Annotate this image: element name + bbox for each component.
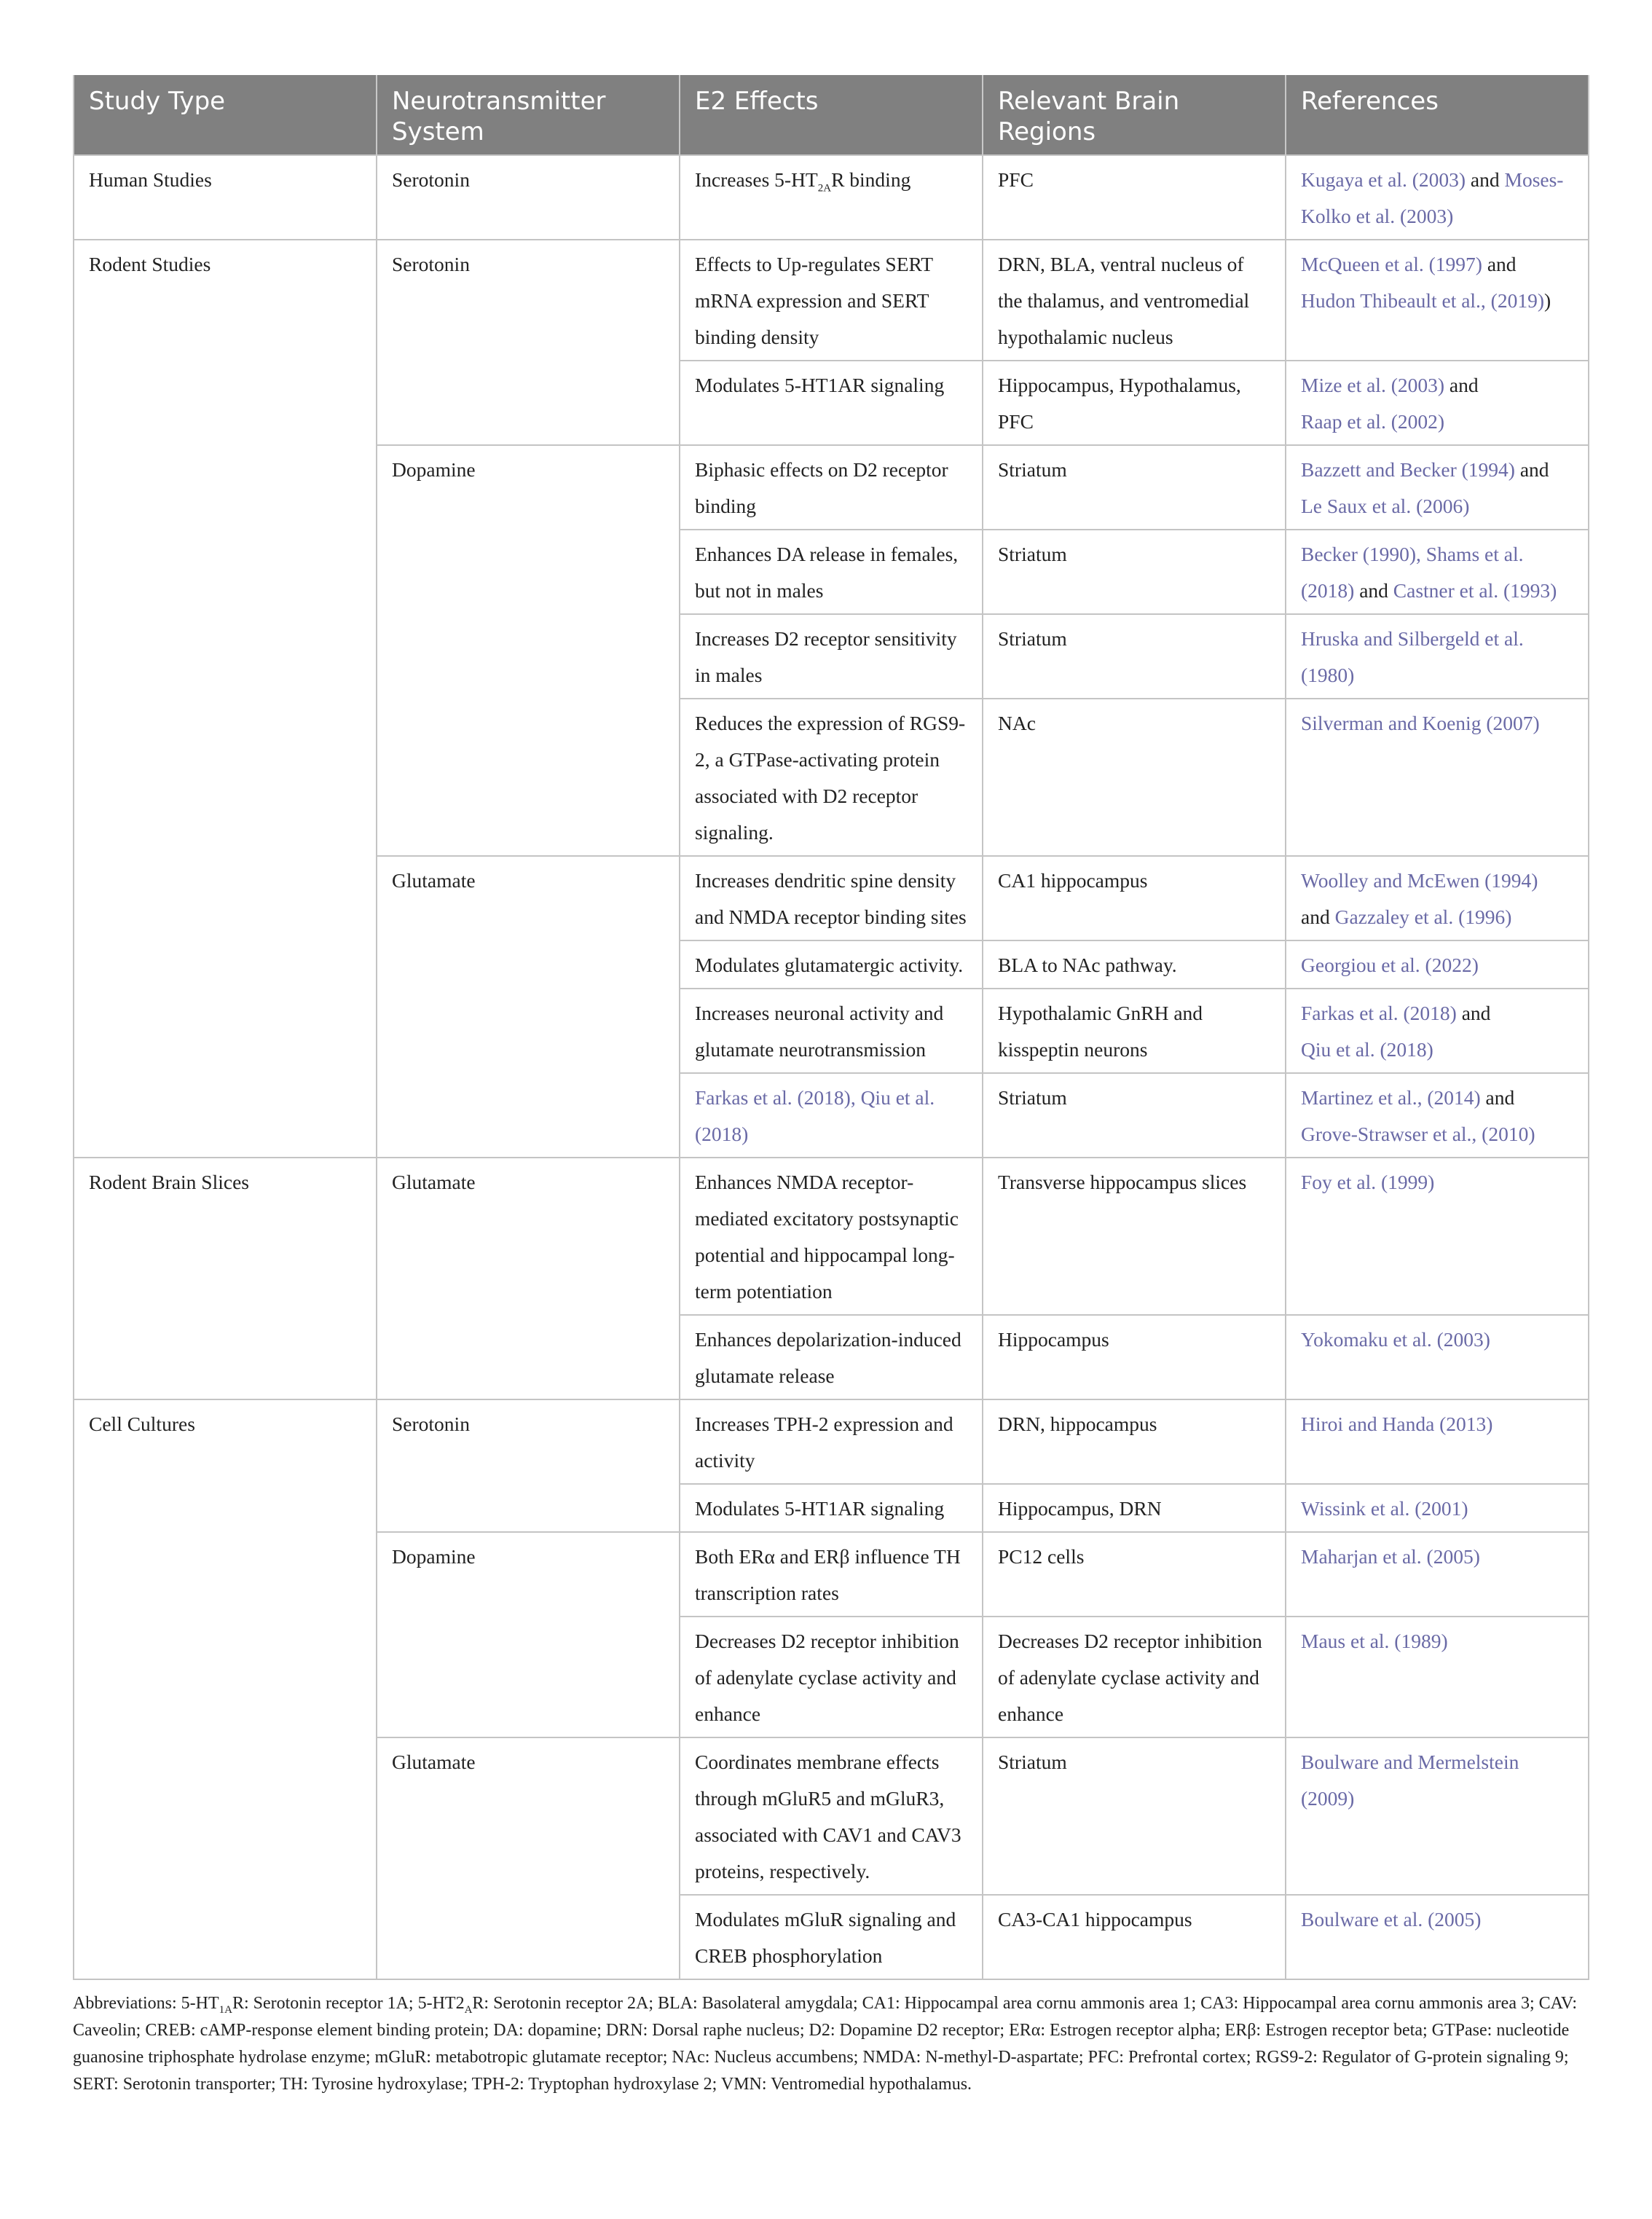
region-cell: Hypothalamic GnRH and kisspeptin neurons bbox=[983, 989, 1286, 1073]
effect-text: Increases 5-HT bbox=[695, 168, 818, 191]
reference-link[interactable]: Yokomaku et al. (2003) bbox=[1301, 1328, 1490, 1351]
reference-cell bbox=[1286, 1895, 1589, 1979]
study-type-cell: Rodent Studies bbox=[74, 240, 377, 1158]
effect-cell bbox=[680, 1073, 983, 1158]
effect-cell: Enhances DA release in females, but not in males bbox=[680, 530, 983, 614]
region-cell: PC12 cells bbox=[983, 1532, 1286, 1617]
reference-link[interactable]: Silverman and Koenig (2007) bbox=[1301, 712, 1540, 734]
region-cell: DRN, hippocampus bbox=[983, 1399, 1286, 1484]
reference-cell bbox=[1286, 445, 1589, 530]
reference-join: and bbox=[1301, 906, 1335, 928]
region-cell: Hippocampus, Hypothalamus, PFC bbox=[983, 361, 1286, 445]
effect-cell: Effects to Up-regulates SERT mRNA expression and SERT binding density bbox=[680, 240, 983, 361]
study-type-cell: Human Studies bbox=[74, 155, 377, 240]
reference-cell bbox=[1286, 1532, 1589, 1617]
reference-link[interactable]: Hiroi and Handa (2013) bbox=[1301, 1413, 1493, 1435]
reference-link[interactable]: McQueen et al. (1997) bbox=[1301, 253, 1482, 275]
system-cell: Serotonin bbox=[377, 240, 680, 445]
reference-link[interactable]: Georgiou et al. (2022) bbox=[1301, 954, 1479, 976]
footnote-text: R: Serotonin receptor 1A; 5-HT2 bbox=[232, 1994, 465, 2013]
effect-cell: Increases dendritic spine density and NMDA receptor binding sites bbox=[680, 856, 983, 940]
reference-cell bbox=[1286, 1737, 1589, 1895]
reference-tail: ) bbox=[1544, 289, 1551, 312]
footnote-subscript: A bbox=[464, 2003, 473, 2016]
header-row bbox=[74, 75, 1589, 155]
reference-link[interactable]: Hruska and Silbergeld et al. (1980) bbox=[1301, 627, 1524, 686]
reference-link[interactable]: Boulware et al. (2005) bbox=[1301, 1908, 1482, 1931]
region-cell: Striatum bbox=[983, 445, 1286, 530]
system-cell: Glutamate bbox=[377, 1737, 680, 1979]
effect-cell: Increases neuronal activity and glutamate neurotransmission bbox=[680, 989, 983, 1073]
effect-cell: Coordinates membrane effects through mGluR5 and mGluR3, associated with CAV1 and CAV3 proteins, respectively. bbox=[680, 1737, 983, 1895]
system-cell: Dopamine bbox=[377, 1532, 680, 1737]
effect-subscript: 2A bbox=[817, 182, 832, 195]
header-neurotransmitter-system: Neurotransmitter System bbox=[377, 75, 680, 155]
reference-cell bbox=[1286, 530, 1589, 614]
system-cell: Dopamine bbox=[377, 445, 680, 856]
reference-link[interactable]: Martinez et al., (2014) bbox=[1301, 1086, 1481, 1109]
reference-link[interactable]: Gazzaley et al. (1996) bbox=[1334, 906, 1512, 928]
reference-cell bbox=[1286, 699, 1589, 856]
reference-link[interactable]: Farkas et al. (2018) bbox=[1301, 1002, 1457, 1024]
abbreviations-footnote bbox=[73, 1990, 1588, 2098]
effect-cell: Increases TPH-2 expression and activity bbox=[680, 1399, 983, 1484]
effect-text: R binding bbox=[831, 168, 911, 191]
region-cell: Striatum bbox=[983, 1737, 1286, 1895]
reference-link[interactable]: Bazzett and Becker (1994) bbox=[1301, 458, 1515, 481]
effect-cell: Both ERα and ERβ influence TH transcription rates bbox=[680, 1532, 983, 1617]
reference-link[interactable]: Wissink et al. (2001) bbox=[1301, 1497, 1468, 1520]
reference-cell bbox=[1286, 1315, 1589, 1399]
effect-cell: Enhances depolarization-induced glutamate release bbox=[680, 1315, 983, 1399]
table-container bbox=[73, 75, 1588, 2098]
region-cell: Hippocampus, DRN bbox=[983, 1484, 1286, 1532]
effect-cell bbox=[680, 155, 983, 240]
e2-effects-table bbox=[73, 75, 1589, 1980]
reference-cell bbox=[1286, 361, 1589, 445]
region-cell: Transverse hippocampus slices bbox=[983, 1158, 1286, 1315]
reference-join: and bbox=[1444, 374, 1479, 396]
table-row bbox=[74, 1399, 1589, 1484]
reference-cell bbox=[1286, 1617, 1589, 1737]
system-cell: Serotonin bbox=[377, 155, 680, 240]
reference-cell bbox=[1286, 240, 1589, 361]
reference-link[interactable]: Hudon Thibeault et al., (2019) bbox=[1301, 289, 1545, 312]
reference-join: and bbox=[1466, 168, 1505, 191]
region-cell: Striatum bbox=[983, 1073, 1286, 1158]
reference-link[interactable]: Farkas et al. (2018), Qiu et al. (2018) bbox=[695, 1086, 935, 1145]
region-cell: DRN, BLA, ventral nucleus of the thalamus, and ventromedial hypothalamic nucleus bbox=[983, 240, 1286, 361]
reference-join: and bbox=[1514, 458, 1549, 481]
reference-join: and bbox=[1456, 1002, 1491, 1024]
header-references: References bbox=[1286, 75, 1589, 155]
reference-cell bbox=[1286, 1073, 1589, 1158]
reference-cell bbox=[1286, 940, 1589, 989]
region-cell: BLA to NAc pathway. bbox=[983, 940, 1286, 989]
reference-cell bbox=[1286, 1399, 1589, 1484]
region-cell: Decreases D2 receptor inhibition of adenylate cyclase activity and enhance bbox=[983, 1617, 1286, 1737]
effect-cell: Increases D2 receptor sensitivity in males bbox=[680, 614, 983, 699]
effect-cell: Modulates 5-HT1AR signaling bbox=[680, 361, 983, 445]
reference-link[interactable]: Maus et al. (1989) bbox=[1301, 1630, 1448, 1652]
reference-join: and bbox=[1482, 253, 1517, 275]
reference-link[interactable]: Qiu et al. (2018) bbox=[1301, 1038, 1433, 1061]
reference-cell bbox=[1286, 614, 1589, 699]
footnote-text: Abbreviations: 5-HT bbox=[73, 1994, 219, 2013]
reference-link[interactable]: Moses-Kolko et al. (2003) bbox=[1301, 168, 1564, 227]
study-type-cell: Rodent Brain Slices bbox=[74, 1158, 377, 1399]
reference-link[interactable]: Raap et al. (2002) bbox=[1301, 410, 1445, 433]
table-row bbox=[74, 1158, 1589, 1315]
region-cell: CA1 hippocampus bbox=[983, 856, 1286, 940]
effect-cell: Modulates 5-HT1AR signaling bbox=[680, 1484, 983, 1532]
reference-link[interactable]: Le Saux et al. (2006) bbox=[1301, 495, 1470, 517]
study-type-cell: Cell Cultures bbox=[74, 1399, 377, 1979]
reference-cell bbox=[1286, 1158, 1589, 1315]
effect-cell: Enhances NMDA receptor-mediated excitatory postsynaptic potential and hippocampal long-term potentiation bbox=[680, 1158, 983, 1315]
region-cell: Hippocampus bbox=[983, 1315, 1286, 1399]
reference-link[interactable]: Foy et al. (1999) bbox=[1301, 1171, 1435, 1193]
reference-cell bbox=[1286, 856, 1589, 940]
header-e2-effects: E2 Effects bbox=[680, 75, 983, 155]
footnote-text: R: Serotonin receptor 2A; BLA: Basolateral amygdala; CA1: Hippocampal area cornu ammonis area 1; CA3: Hippocampal area cornu ammonis area 3; CAV: Caveolin; CREB: cAMP-response element binding protein; DA: dopamine; DRN: Dorsal raphe nucleus; D2: Dopamine D2 receptor; ERα: Estrogen receptor alpha; ERβ: Estrogen receptor beta; GTPase: nucleotide guanosine triphosphate hydrolase enzyme; mGluR: metabotropic glutamate receptor; NAc: Nucleus accumbens; NMDA: N-methyl-D-aspartate; PFC: Prefrontal cortex; RGS9-2: Regulator of G-protein signaling 9; SERT: Serotonin transporter; TH: Tyrosine hydroxylase; TPH-2: Tryptophan hydroxylase 2; VMN: Ventromedial hypothalamus. bbox=[73, 1994, 1578, 2094]
region-cell: PFC bbox=[983, 155, 1286, 240]
table-row bbox=[74, 240, 1589, 361]
reference-join: and bbox=[1480, 1086, 1515, 1109]
region-cell: NAc bbox=[983, 699, 1286, 856]
effect-cell: Modulates mGluR signaling and CREB phosphorylation bbox=[680, 1895, 983, 1979]
reference-link[interactable]: Grove-Strawser et al., (2010) bbox=[1301, 1123, 1535, 1145]
system-cell: Serotonin bbox=[377, 1399, 680, 1532]
reference-cell bbox=[1286, 155, 1589, 240]
effect-cell: Decreases D2 receptor inhibition of adenylate cyclase activity and enhance bbox=[680, 1617, 983, 1737]
reference-join: and bbox=[1354, 579, 1393, 602]
region-cell: Striatum bbox=[983, 530, 1286, 614]
reference-link[interactable]: Woolley and McEwen (1994) bbox=[1301, 869, 1538, 892]
footnote-subscript: 1A bbox=[219, 2003, 232, 2016]
reference-link[interactable]: Mize et al. (2003) bbox=[1301, 374, 1445, 396]
system-cell: Glutamate bbox=[377, 1158, 680, 1399]
effect-cell: Biphasic effects on D2 receptor binding bbox=[680, 445, 983, 530]
region-cell: CA3-CA1 hippocampus bbox=[983, 1895, 1286, 1979]
header-study-type: Study Type bbox=[74, 75, 377, 155]
reference-link[interactable]: Becker (1990), Shams et al. (2018) bbox=[1301, 543, 1524, 602]
effect-cell: Modulates glutamatergic activity. bbox=[680, 940, 983, 989]
reference-link[interactable]: Kugaya et al. (2003) bbox=[1301, 168, 1466, 191]
reference-cell bbox=[1286, 1484, 1589, 1532]
reference-link[interactable]: Maharjan et al. (2005) bbox=[1301, 1545, 1480, 1568]
reference-link[interactable]: Castner et al. (1993) bbox=[1393, 579, 1557, 602]
system-cell: Glutamate bbox=[377, 856, 680, 1158]
header-relevant-brain-regions: Relevant Brain Regions bbox=[983, 75, 1286, 155]
reference-link[interactable]: Boulware and Mermelstein (2009) bbox=[1301, 1751, 1519, 1810]
reference-cell bbox=[1286, 989, 1589, 1073]
table-row bbox=[74, 155, 1589, 240]
region-cell: Striatum bbox=[983, 614, 1286, 699]
effect-cell: Reduces the expression of RGS9-2, a GTPase-activating protein associated with D2 receptor signaling. bbox=[680, 699, 983, 856]
